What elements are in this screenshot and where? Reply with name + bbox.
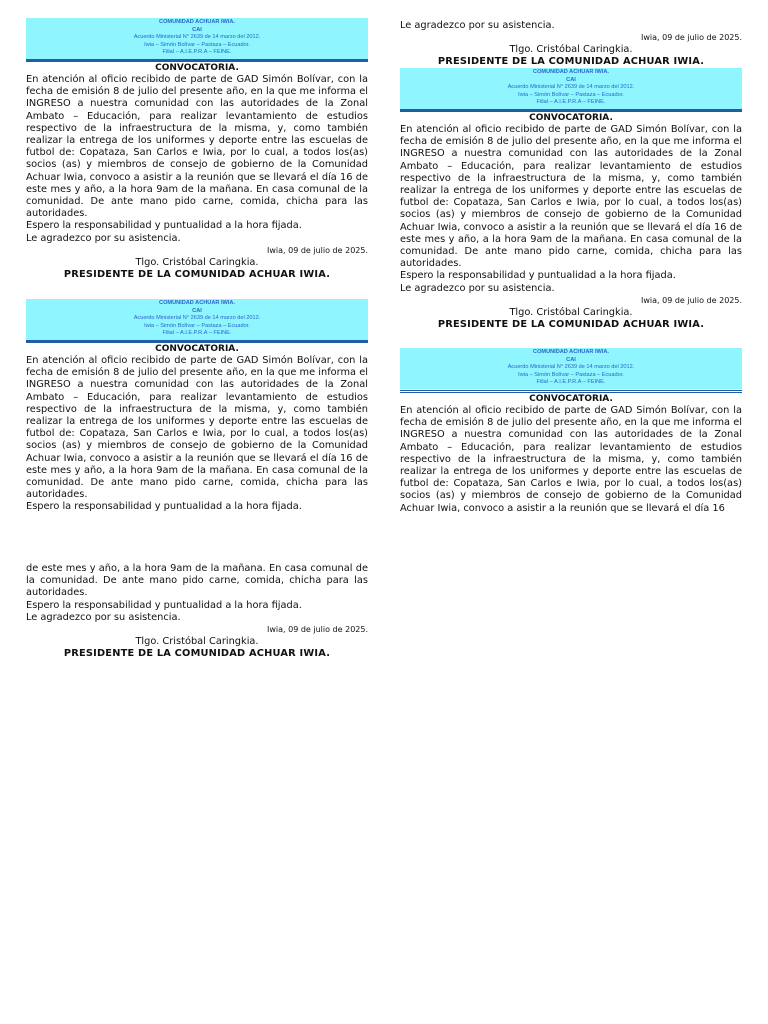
letterhead-org: COMUNIDAD ACHUAR IWIA.: [159, 19, 235, 25]
letterhead: [400, 68, 742, 109]
letterhead-cai: CAI: [192, 26, 202, 33]
body-paragraph: En atención al oficio recibido de parte de GAD Simón Bolívar, con la fecha de emisión 8 de julio del presente año, en la que me informa el INGRESO a nuestra comunidad con las autoridades de la Zonal Ambato – Educación, para realizar levantamiento de estudios respectivo de la infraestructura de la misma, y, como también realizar la entrega de los uniformes y deporte entre las escuelas de futbol de: Copataza, San Carlos e Iwia, por lo cual, a todos los(as) socios (as) y miembros de consejo de gobierno de la Comunidad Achuar Iwia, convoco a asistir a la reunión que se llevará el día 16 de este mes y año, a la hora 9am de la mañana. En casa comunal de la comunidad. De ante mano pido carne, comida, chicha para las autoridades.: [26, 73, 368, 220]
letterhead-filial: Filial – A.I.E.P.R.A – FEINE.: [162, 330, 232, 337]
thanks-line: Le agradezco por su asistencia.: [400, 282, 555, 294]
convocatoria-tail: [400, 20, 742, 68]
convocatoria-continuation: [26, 563, 368, 660]
date-line: Iwia, 09 de julio de 2025.: [267, 245, 368, 255]
letterhead-rule: [26, 340, 368, 343]
thanks-line: Le agradezco por su asistencia.: [400, 20, 555, 31]
convocatoria-block-3: [400, 68, 742, 331]
responsibility-line: Espero la responsabilidad y puntualidad a la hora fijada.: [26, 501, 302, 513]
signer-name: Tlgo. Cristóbal Caringkia.: [135, 256, 259, 268]
letterhead: [26, 299, 368, 340]
president-title: PRESIDENTE DE LA COMUNIDAD ACHUAR IWIA.: [63, 268, 331, 280]
document-title: CONVOCATORIA.: [155, 62, 239, 73]
signer-name: Tlgo. Cristóbal Caringkia.: [135, 636, 259, 648]
responsibility-line: Espero la responsabilidad y puntualidad a la hora fijada.: [26, 599, 302, 611]
convocatoria-block-1: [26, 18, 368, 281]
letterhead-acuerdo: Acuerdo Ministerial N° 2639 de 14 marzo del 2012.: [507, 84, 635, 91]
letterhead-rule-second: [400, 392, 742, 393]
convocatoria-block-2: [26, 299, 368, 514]
letterhead-rule: [26, 59, 368, 62]
president-title: PRESIDENTE DE LA COMUNIDAD ACHUAR IWIA.: [437, 56, 705, 68]
letterhead-filial: Filial – A.I.E.P.R.A – FEINE.: [536, 99, 606, 106]
letterhead-rule: [400, 109, 742, 112]
document-title: CONVOCATORIA.: [529, 112, 613, 123]
responsibility-line: Espero la responsabilidad y puntualidad a la hora fijada.: [400, 270, 676, 282]
letterhead-acuerdo: Acuerdo Ministerial N° 2639 de 14 marzo del 2012.: [133, 315, 261, 322]
signer-name: Tlgo. Cristóbal Caringkia.: [509, 306, 633, 318]
body-continued: de este mes y año, a la hora 9am de la mañana. En casa comunal de la comunidad. De ante mano pido carne, comida, chicha para las autoridades.: [26, 563, 368, 599]
convocatoria-block-4: [400, 348, 742, 515]
thanks-line: Le agradezco por su asistencia.: [26, 611, 181, 623]
letterhead-filial: Filial – A.I.E.P.R.A – FEINE.: [162, 49, 232, 56]
date-line: Iwia, 09 de julio de 2025.: [267, 625, 368, 635]
letterhead-cai: CAI: [566, 76, 576, 83]
letterhead-org: COMUNIDAD ACHUAR IWIA.: [533, 69, 609, 75]
president-title: PRESIDENTE DE LA COMUNIDAD ACHUAR IWIA.: [63, 648, 331, 660]
letterhead-rule: [400, 390, 742, 391]
letterhead-cai: CAI: [566, 356, 576, 363]
letterhead-location: Iwia – Simón Bolívar – Pastaza – Ecuador.: [144, 41, 250, 48]
thanks-line: Le agradezco por su asistencia.: [26, 232, 181, 244]
letterhead-location: Iwia – Simón Bolívar – Pastaza – Ecuador.: [144, 322, 250, 329]
letterhead-acuerdo: Acuerdo Ministerial N° 2639 de 14 marzo del 2012.: [507, 364, 635, 371]
letterhead-acuerdo: Acuerdo Ministerial N° 2639 de 14 marzo del 2012.: [133, 34, 261, 41]
letterhead-cai: CAI: [192, 307, 202, 314]
signer-name: Tlgo. Cristóbal Caringkia.: [509, 44, 633, 56]
letterhead-filial: Filial – A.I.E.P.R.A – FEINE.: [536, 379, 606, 386]
president-title: PRESIDENTE DE LA COMUNIDAD ACHUAR IWIA.: [437, 318, 705, 330]
responsibility-line: Espero la responsabilidad y puntualidad a la hora fijada.: [26, 220, 302, 232]
document-title: CONVOCATORIA.: [155, 343, 239, 354]
document-title: CONVOCATORIA.: [529, 393, 613, 404]
letterhead-org: COMUNIDAD ACHUAR IWIA.: [159, 300, 235, 306]
body-paragraph: En atención al oficio recibido de parte de GAD Simón Bolívar, con la fecha de emisión 8 de julio del presente año, en la que me informa el INGRESO a nuestra comunidad con las autoridades de la Zonal Ambato – Educación, para realizar levantamiento de estudios respectivo de la infraestructura de la misma, y, como también realizar la entrega de los uniformes y deporte entre las escuelas de futbol de: Copataza, San Carlos e Iwia, por lo cual, a todos los(as) socios (as) y miembros de consejo de gobierno de la Comunidad Achuar Iwia, convoco a asistir a la reunión que se llevará el día 16 de este mes y año, a la hora 9am de la mañana. En casa comunal de la comunidad. De ante mano pido carne, comida, chicha para las autoridades.: [26, 354, 368, 501]
letterhead: [400, 348, 742, 389]
body-paragraph: En atención al oficio recibido de parte de GAD Simón Bolívar, con la fecha de emisión 8 de julio del presente año, en la que me informa el INGRESO a nuestra comunidad con las autoridades de la Zonal Ambato – Educación, para realizar levantamiento de estudios respectivo de la infraestructura de la misma, y, como también realizar la entrega de los uniformes y deporte entre las escuelas de futbol de: Copataza, San Carlos e Iwia, por lo cual, a todos los(as) socios (as) y miembros de consejo de gobierno de la Comunidad Achuar Iwia, convoco a asistir a la reunión que se llevará el día 16 de este mes y año, a la hora 9am de la mañana. En casa comunal de la comunidad. De ante mano pido carne, comida, chicha para las autoridades.: [400, 123, 742, 270]
body-paragraph: En atención al oficio recibido de parte de GAD Simón Bolívar, con la fecha de emisión 8 de julio del presente año, en la que me informa el INGRESO a nuestra comunidad con las autoridades de la Zonal Ambato – Educación, para realizar levantamiento de estudios respectivo de la infraestructura de la misma, y, como también realizar la entrega de los uniformes y deporte entre las escuelas de futbol de: Copataza, San Carlos e Iwia, por lo cual, a todos los(as) socios (as) y miembros de consejo de gobierno de la Comunidad Achuar Iwia, convoco a asistir a la reunión que se llevará el día 16: [400, 404, 742, 514]
letterhead-location: Iwia – Simón Bolívar – Pastaza – Ecuador.: [518, 91, 624, 98]
letterhead-org: COMUNIDAD ACHUAR IWIA.: [533, 349, 609, 355]
date-line: Iwia, 09 de julio de 2025.: [641, 295, 742, 305]
letterhead-location: Iwia – Simón Bolívar – Pastaza – Ecuador.: [518, 371, 624, 378]
letterhead: [26, 18, 368, 59]
date-line: Iwia, 09 de julio de 2025.: [641, 33, 742, 43]
